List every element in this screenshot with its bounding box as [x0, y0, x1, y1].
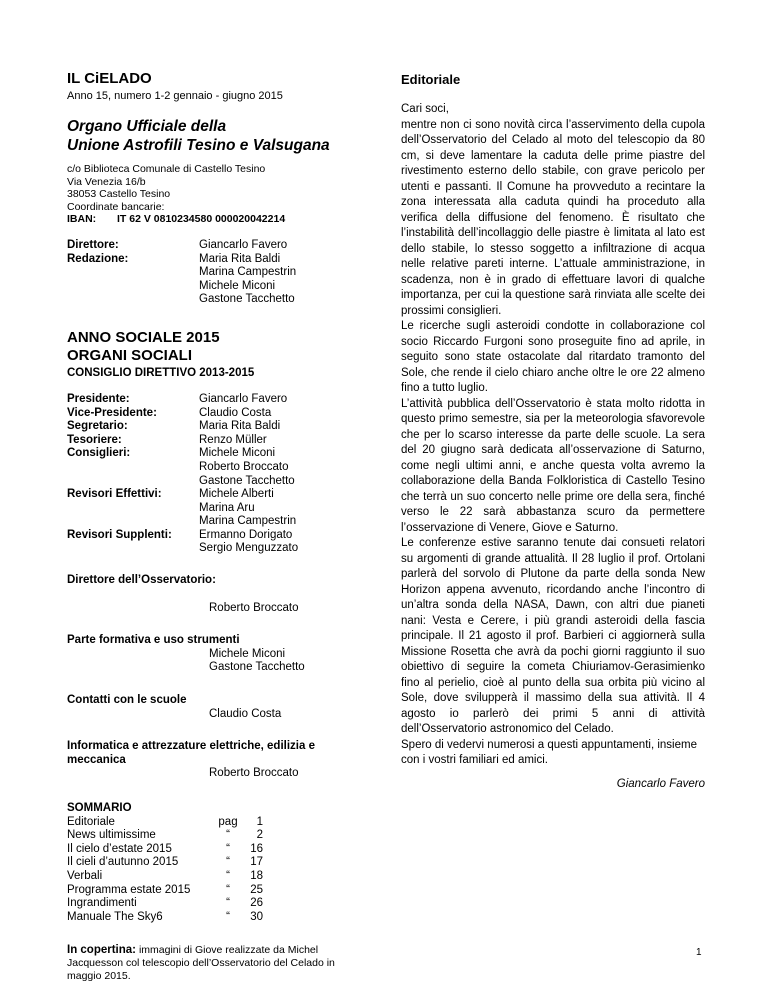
- editorial-paragraph: L’attività pubblica dell’Osservatorio è stata molto ridotta in questo primo semestre, sia per la meteorologia sfavorevole che per lo scarso interesse da parte delle scuole. La sera del 20 giugno sarà dedicata all’osservazione di Saturno, come negli ultimi anni, e anche questa volta avremo la collaborazione della Banda Folkloristica di Castello Tesino che terrà un suo concerto nelle prime ore della sera, finché verso le 22 sarà abbastanza scuro da permettere l’osservazione di Venere, Giove e Saturno.: [401, 397, 705, 534]
- toc-row: [67, 884, 367, 898]
- staff-row: [67, 293, 367, 307]
- organ-title: [67, 117, 367, 155]
- toc-page: 18: [250, 869, 263, 882]
- board-list: [67, 393, 367, 556]
- cover-caption: [67, 944, 367, 982]
- board-row: [67, 461, 367, 475]
- address-line: Via Venezia 16/b: [67, 175, 146, 188]
- board-value: Michele Miconi: [199, 447, 276, 460]
- training-section: [67, 634, 367, 675]
- organ-title-line1: Organo Ufficiale della: [67, 118, 227, 135]
- editorial-paragraph: Le ricerche sugli asteroidi condotte in collaborazione col socio Riccardo Furgoni sono proseguite fino ad aprile, in seguito sono state ostacolate dal ritardato tramonto del Sole, che rende il cielo chiaro anche oltre le ore 22 almeno fino a tutto luglio.: [401, 320, 705, 394]
- board-row: [67, 488, 367, 502]
- section-heading-consiglio: CONSIGLIO DIRETTIVO 2013-2015: [67, 366, 255, 379]
- board-row: [67, 502, 367, 516]
- toc-entry: Ingrandimenti: [67, 897, 137, 910]
- toc-row: [67, 816, 367, 830]
- toc-page: 1: [256, 815, 263, 828]
- right-column: [401, 70, 705, 792]
- section-name: Claudio Costa: [209, 707, 282, 720]
- toc-row: [67, 897, 367, 911]
- board-row: [67, 393, 367, 407]
- board-row: [67, 542, 367, 556]
- staff-value: Marina Campestrin: [199, 266, 297, 279]
- toc-quote: “: [226, 869, 230, 882]
- toc-quote: “: [226, 829, 230, 842]
- toc-row: [67, 829, 367, 843]
- staff-value: Gastone Tacchetto: [199, 293, 295, 306]
- board-value: Gastone Tacchetto: [199, 474, 295, 487]
- staff-row: [67, 239, 367, 253]
- board-value: Renzo Müller: [199, 433, 267, 446]
- organ-title-line2: Unione Astrofili Tesino e Valsugana: [67, 137, 330, 154]
- toc-quote: “: [226, 856, 230, 869]
- issue-line: Anno 15, numero 1-2 gennaio - giugno 2015: [67, 90, 283, 102]
- iban-label: IBAN:: [67, 213, 97, 226]
- board-row: [67, 475, 367, 489]
- board-label: Revisori Effettivi:: [67, 488, 162, 501]
- editorial-paragraph: mentre non ci sono novità circa l’asservimento della cupola dell’Osservatorio del Celado al moto del telescopio da 80 cm, si deve lamentare la caduta delle prime piastre del rivestimento esterno dello stabile, con grave pericolo per utenti e passanti. Il Comune ha provveduto a recintare la zona interessata alla caduta quindi ha proceduto alla verifica della diffusione del fenomeno. È risultato che l’instabilità dell’incollaggio delle piastre è limitata al lato est dello stabile, lo stesso soggetto a infiltrazione di acqua nelle relative pareti interne. L’attuale amministrazione, in scadenza, non è in grado di effettuare lavori di qualche importanza, per cui la questione sarà rinviata alle scelte dei prossimi consiglieri.: [401, 118, 705, 317]
- board-row: [67, 447, 367, 461]
- address-line: c/o Biblioteca Comunale di Castello Tesino: [67, 163, 266, 175]
- observatory-director-section: [67, 574, 367, 615]
- board-label: Revisori Supplenti:: [67, 528, 172, 541]
- toc-entry: Manuale The Sky6: [67, 910, 163, 923]
- schools-section: [67, 694, 367, 721]
- staff-value: Maria Rita Baldi: [199, 252, 281, 265]
- cover-label: In copertina:: [67, 944, 137, 957]
- staff-value: Michele Miconi: [199, 279, 276, 292]
- table-of-contents: [67, 802, 367, 924]
- board-label: Segretario:: [67, 420, 128, 433]
- toc-quote: “: [226, 910, 230, 923]
- editorial-signature: Giancarlo Favero: [616, 777, 705, 790]
- section-name: Michele Miconi: [209, 647, 286, 660]
- section-title: Informatica e attrezzature elettriche, edilizia e: [67, 740, 315, 753]
- toc-row: [67, 856, 367, 870]
- board-label: Presidente:: [67, 392, 130, 405]
- toc-quote: “: [226, 883, 230, 896]
- toc-row: [67, 911, 367, 925]
- toc-page: 2: [256, 829, 263, 842]
- editorial-paragraph: Le conferenze estive saranno tenute dai consueti relatori su argomenti di grande attualità. Il 28 luglio il prof. Ortolani parlerà del sorvolo di Plutone da parte della sonda New Horizon appena avvenuto, ricordando anche l’incontro di un’altra sonda della NASA, Dawn, con altri due pianeti nani: Vesta e Cerere, i più grandi asteroidi della fascia principale. Il 21 agosto il prof. Barbieri ci aggiornerà sulla Missione Rosetta che avrà da pochi giorni raggiunto il suo obiettivo di seguire la cometa Chiuriamov-Gerasimienko fino al perielio, cioè al punto della sua orbita più vicino al Sole, dove svilupperà il massimo della sua attività. Il 4 agosto io parlerò dei primi 5 anni di attività dell’Osservatorio astronomico del Celado.: [401, 537, 705, 735]
- editorial-salutation: Cari soci,: [401, 103, 449, 115]
- section-name: Gastone Tacchetto: [209, 661, 305, 674]
- board-value: Ermanno Dorigato: [199, 528, 293, 541]
- board-value: Sergio Menguzzato: [199, 542, 299, 555]
- board-value: Maria Rita Baldi: [199, 420, 281, 433]
- cover-text: immagini di Giove realizzate da Michel Jacquesson col telescopio dell’Osservatorio del Celado in maggio 2015.: [67, 944, 335, 982]
- board-row: [67, 434, 367, 448]
- toc-quote: “: [226, 897, 230, 910]
- toc-entry: News ultimissime: [67, 829, 156, 842]
- board-value: Giancarlo Favero: [199, 392, 288, 405]
- toc-page: 26: [250, 897, 263, 910]
- toc-page: 30: [250, 910, 263, 923]
- toc-page: 16: [250, 842, 263, 855]
- toc-quote: “: [226, 842, 230, 855]
- section-name: Roberto Broccato: [209, 767, 299, 780]
- staff-row: [67, 253, 367, 267]
- board-label: Consiglieri:: [67, 447, 131, 460]
- board-row: [67, 420, 367, 434]
- board-value: Claudio Costa: [199, 406, 272, 419]
- toc-page: 17: [250, 856, 263, 869]
- section-title: Contatti con le scuole: [67, 694, 187, 707]
- board-value: Marina Aru: [199, 501, 255, 514]
- section-name: Roberto Broccato: [209, 601, 299, 614]
- toc-entry: Il cielo d’estate 2015: [67, 842, 172, 855]
- toc-entry: Editoriale: [67, 815, 115, 828]
- editorial-staff: [67, 239, 367, 307]
- board-value: Michele Alberti: [199, 488, 274, 501]
- board-label: Vice-Presidente:: [67, 406, 157, 419]
- board-row: [67, 515, 367, 529]
- toc-entry: Verbali: [67, 869, 103, 882]
- staff-row: [67, 280, 367, 294]
- staff-value: Giancarlo Favero: [199, 238, 288, 251]
- toc-row: [67, 870, 367, 884]
- editorial-body: [401, 118, 705, 769]
- toc-page: 25: [250, 883, 263, 896]
- toc-entry: Programma estate 2015: [67, 883, 191, 896]
- toc-title: SOMMARIO: [67, 802, 132, 814]
- toc-row: [67, 843, 367, 857]
- address-block: [67, 163, 367, 226]
- section-title: meccanica: [67, 753, 126, 766]
- section-heading-anno: ANNO SOCIALE 2015: [67, 328, 220, 346]
- staff-row: [67, 266, 367, 280]
- board-value: Roberto Broccato: [199, 460, 289, 473]
- editorial-title: Editoriale: [401, 72, 461, 87]
- toc-quote: pag: [218, 815, 238, 828]
- toc-entry: Il cieli d’autunno 2015: [67, 856, 179, 869]
- staff-label: Redazione:: [67, 252, 129, 265]
- section-heading-organi: ORGANI SOCIALI: [67, 346, 193, 364]
- board-row: [67, 529, 367, 543]
- address-line: 38053 Castello Tesino: [67, 188, 171, 201]
- page-number: 1: [696, 947, 702, 958]
- editorial-paragraph: Spero di vedervi numerosi a questi appuntamenti, insieme con i vostri familiari ed amici.: [401, 738, 697, 766]
- it-section: [67, 740, 367, 781]
- section-title: Direttore dell’Osservatorio:: [67, 574, 216, 587]
- magazine-title: IL CiELADO: [67, 70, 152, 87]
- section-title: Parte formativa e uso strumenti: [67, 634, 240, 647]
- board-row: [67, 407, 367, 421]
- iban-value: IT 62 V 0810234580 000020042214: [117, 213, 286, 226]
- board-label: Tesoriere:: [67, 433, 122, 446]
- staff-label: Direttore:: [67, 238, 119, 251]
- iban-line: [67, 213, 367, 226]
- board-value: Marina Campestrin: [199, 515, 297, 528]
- left-column: [67, 70, 367, 983]
- address-line: Coordinate bancarie:: [67, 200, 165, 213]
